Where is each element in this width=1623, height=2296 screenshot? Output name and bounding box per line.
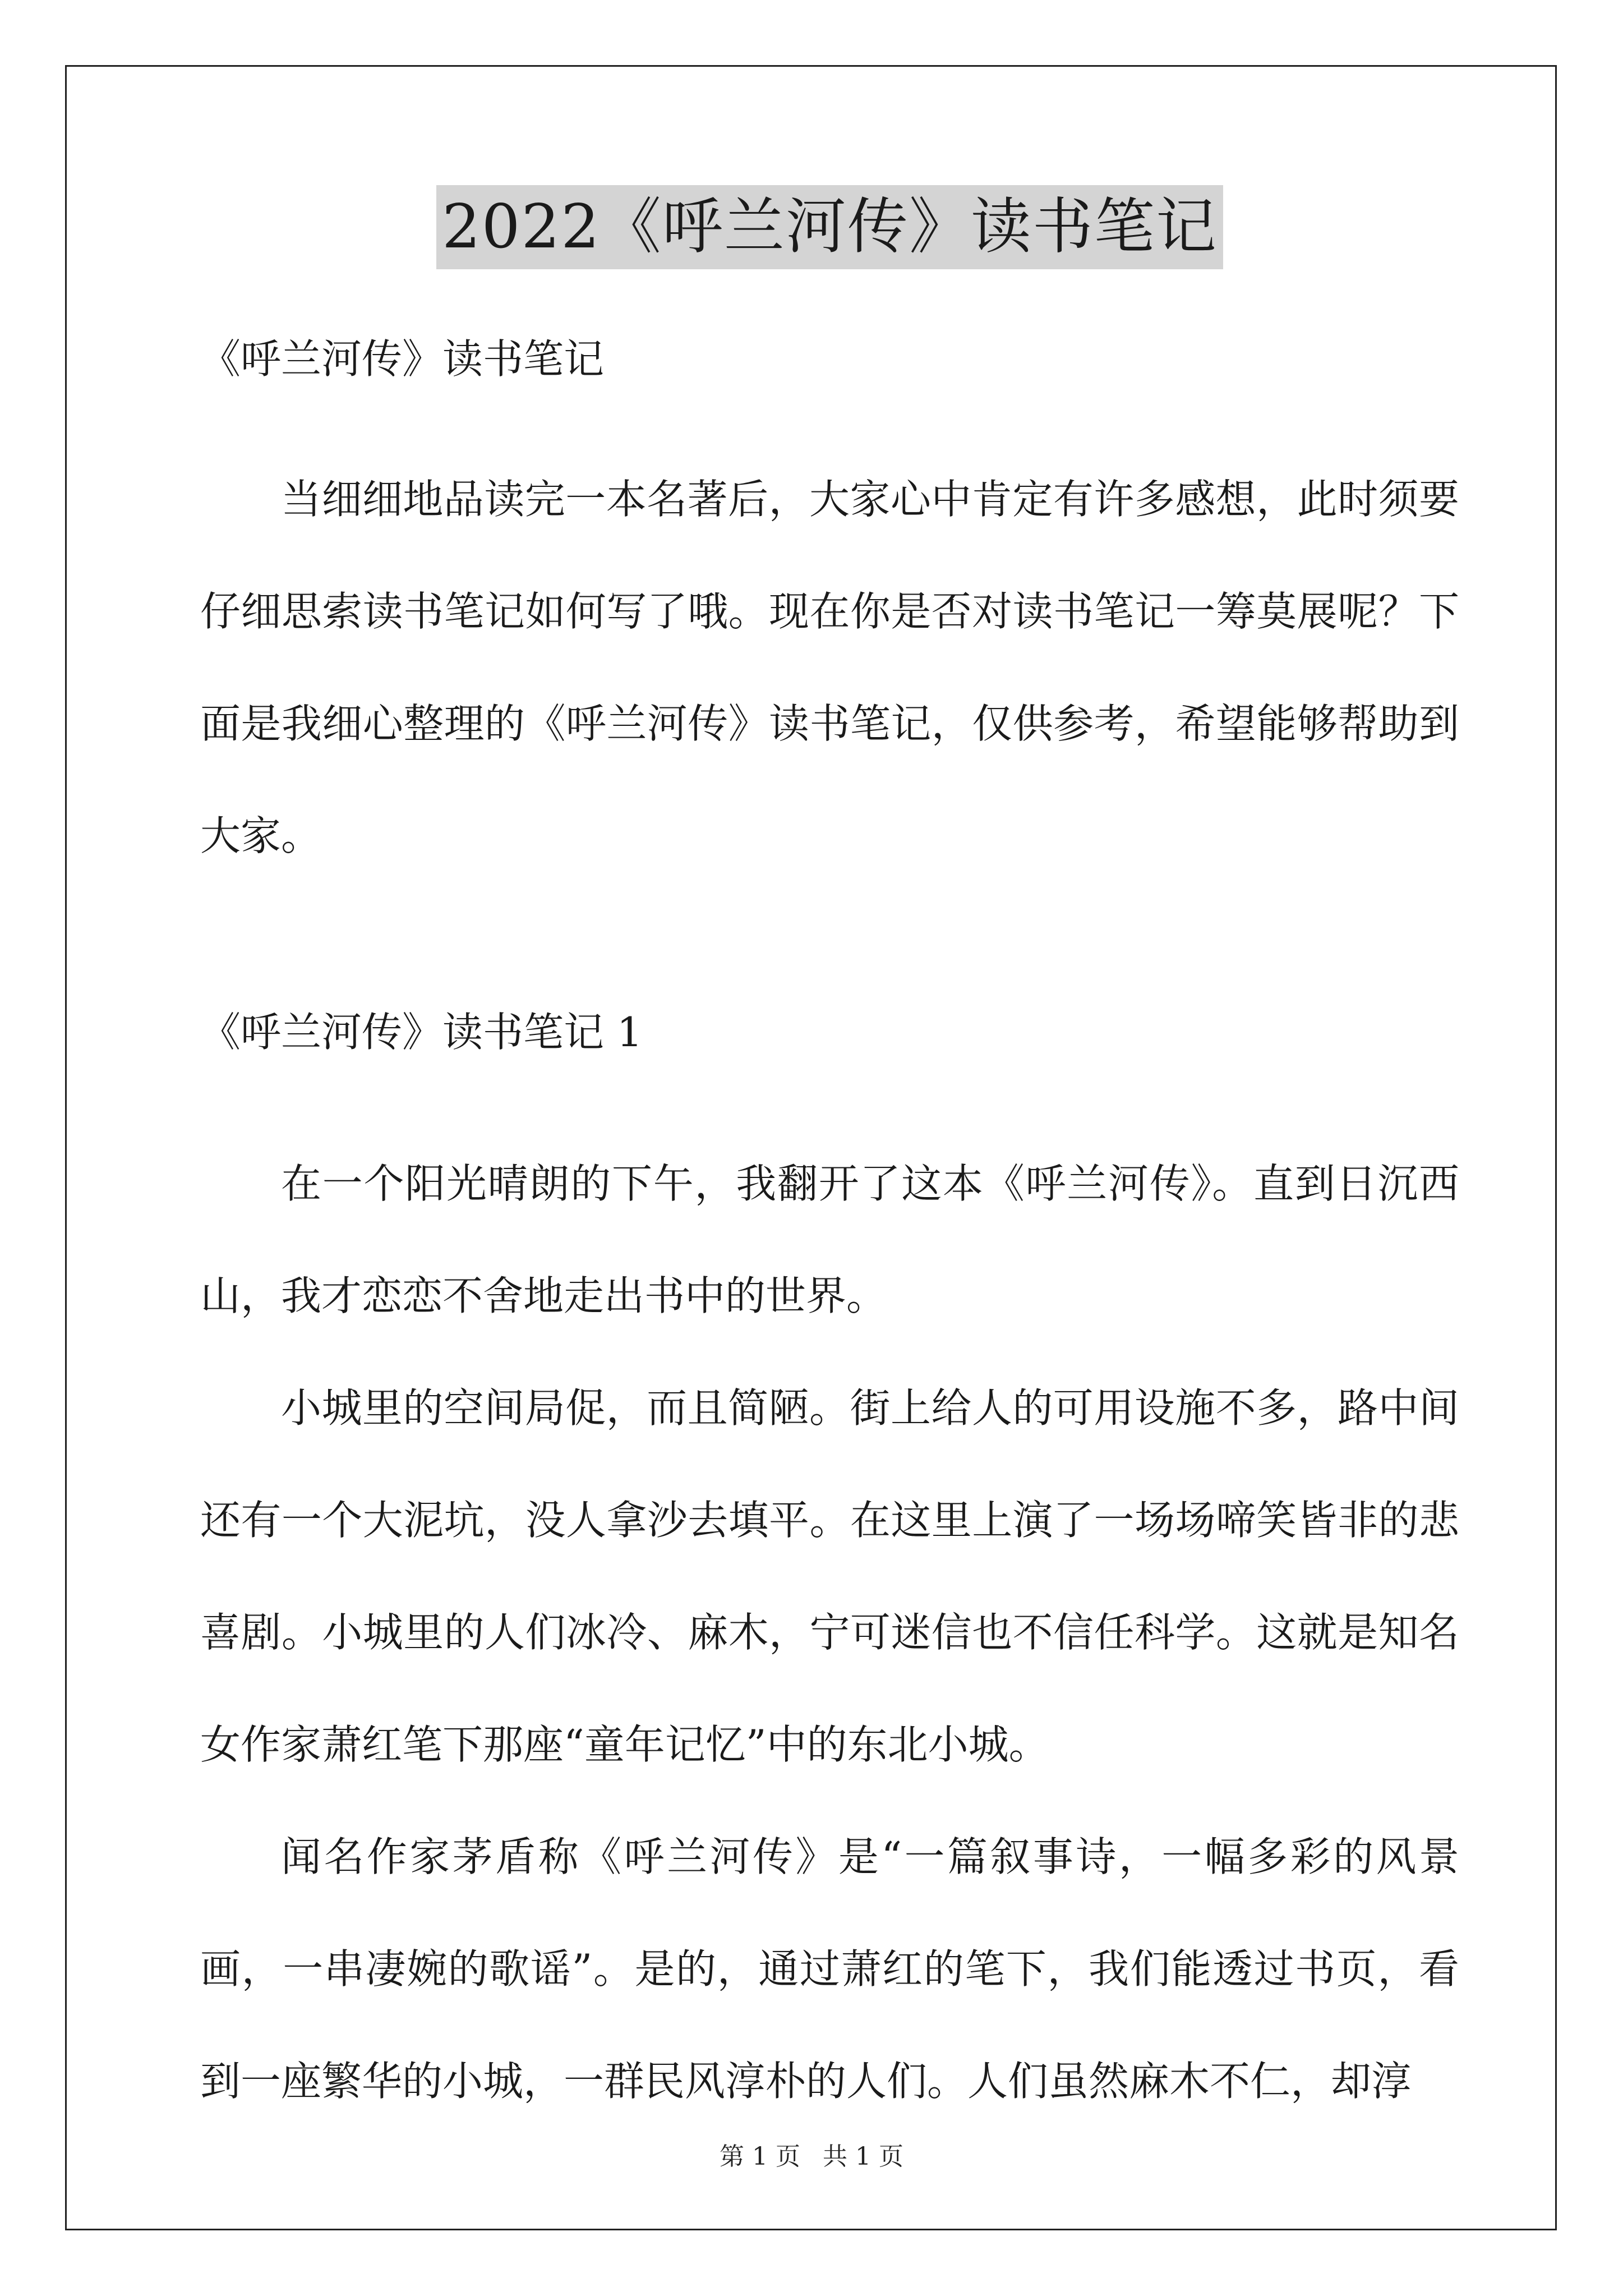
section-gap [200, 892, 1459, 1004]
page-number: 第 1 页 [720, 2142, 800, 2171]
section-heading: 《呼兰河传》读书笔记 1 [200, 1009, 643, 1056]
document-body [200, 185, 1459, 2137]
intro-heading: 《呼兰河传》读书笔记 [200, 335, 605, 383]
intro-paragraph: 当细细地品读完一本名著后，大家心中肯定有许多感想，此时须要仔细思索读书笔记如何写了哦。现在你是否对读书笔记一筹莫展呢？下面是我细心整理的《呼兰河传》读书笔记，仅供参考，希望能够帮助到大家。 [200, 476, 1459, 859]
document-title: 2022《呼兰河传》读书笔记 [436, 185, 1223, 269]
page-footer [0, 2140, 1623, 2174]
section-paragraph: 小城里的空间局促，而且简陋。街上给人的可用设施不多，路中间还有一个大泥坑，没人拿沙去填平。在这里上演了一场场啼笑皆非的悲喜剧。小城里的人们冰冷、麻木，宁可迷信也不信任科学。这就是知名女作家萧红笔下那座“童年记忆”中的东北小城。 [200, 1384, 1459, 1768]
section-paragraph: 在一个阳光晴朗的下午，我翻开了这本《呼兰河传》。直到日沉西山，我才恋恋不舍地走出书中的世界。 [200, 1160, 1459, 1319]
title-wrap [200, 185, 1459, 269]
section-paragraph: 闻名作家茅盾称《呼兰河传》是“一篇叙事诗，一幅多彩的风景画，一串凄婉的歌谣”。是的，通过萧红的笔下，我们能透过书页，看到一座繁华的小城，一群民风淳朴的人们。人们虽然麻木不仁，却淳 [200, 1833, 1459, 2105]
page-total: 共 1 页 [823, 2142, 903, 2171]
